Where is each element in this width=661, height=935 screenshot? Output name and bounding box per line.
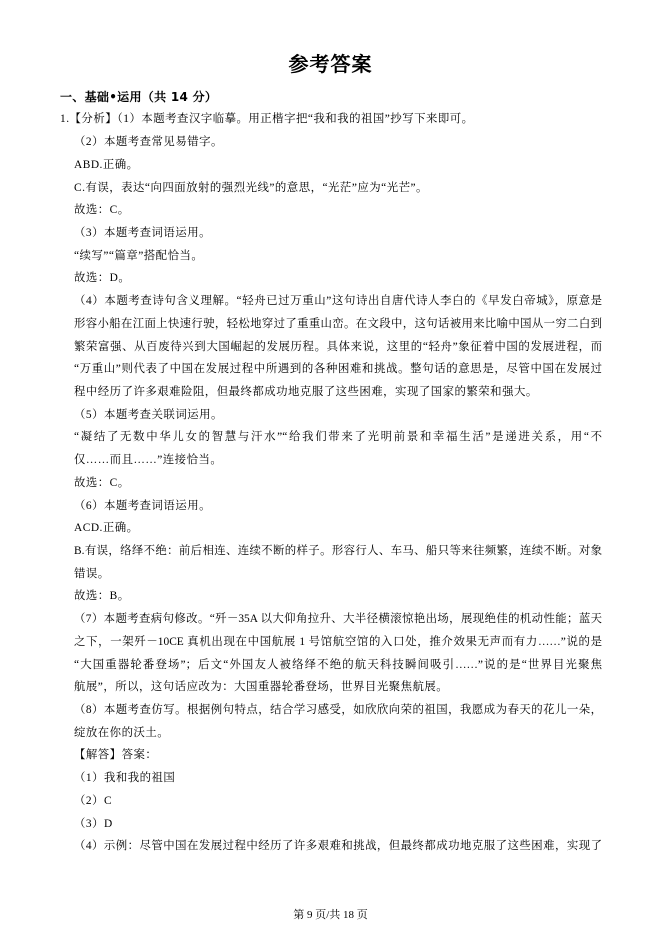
analysis-line: （4）本题考查诗句含义理解。“轻舟已过万重山”这句诗出自唐代诗人李白的《早发白帝城》，原意是 bbox=[74, 295, 602, 308]
analysis-line: ABD.正确。 bbox=[74, 158, 139, 171]
analysis-line: ACD.正确。 bbox=[74, 522, 139, 535]
analysis-line: 形容小船在江面上快速行驶，轻松地穿过了重重山峦。在文段中，这句话被用来比喻中国从一穷二白到 bbox=[74, 317, 602, 330]
analysis-line: 1.【分析】（1）本题考查汉字临摹。用正楷字把“我和我的祖国”抄写下来即可。 bbox=[60, 113, 474, 126]
analysis-line: “续写”“篇章”搭配恰当。 bbox=[74, 249, 204, 262]
analysis-line: 之下，一架歼－10CE 真机出现在中国航展 1 号馆航空馆的入口处，推介效果无声而有力……”说的是 bbox=[74, 635, 602, 648]
analysis-line: 错误。 bbox=[74, 567, 110, 580]
section-heading: 一、基础•运用（共 14 分） bbox=[60, 89, 218, 104]
analysis-line: （5）本题考查关联词运用。 bbox=[74, 408, 223, 421]
solution-line: （3）D bbox=[74, 817, 113, 830]
analysis-line: 故选：B。 bbox=[74, 590, 130, 603]
analysis-line: （2）本题考查常见易错字。 bbox=[74, 136, 223, 149]
answer-section bbox=[0, 86, 661, 858]
analysis-line: 程中经历了许多艰难险阻，但最终都成功地克服了这些困难，实现了国家的繁荣和强大。 bbox=[74, 385, 538, 398]
analysis-line: （7）本题考查病句修改。“歼－35A 以大仰角拉升、大半径横滚惊艳出场，展现绝佳的机动性能；蓝天 bbox=[74, 613, 602, 626]
solution-line: （1）我和我的祖国 bbox=[74, 772, 176, 785]
analysis-line: （3）本题考查词语运用。 bbox=[74, 226, 211, 239]
page-number: 第 9 页/共 18 页 bbox=[293, 909, 368, 921]
solution-label: 【解答】答案： bbox=[74, 749, 158, 762]
analysis-line: （6）本题考查词语运用。 bbox=[74, 499, 211, 512]
analysis-line: 故选：C。 bbox=[74, 204, 130, 217]
analysis-line: （8）本题考查仿写。根据例句特点，结合学习感受，如欣欣向荣的祖国，我愿成为春天的花儿一朵， bbox=[74, 704, 602, 717]
analysis-line: 繁荣富强、从百废待兴到大国崛起的发展历程。具体来说，这里的“轻舟”象征着中国的发展进程，而 bbox=[74, 340, 602, 353]
analysis-line: 仅……而且……”连接恰当。 bbox=[74, 454, 223, 467]
analysis-line: 故选：C。 bbox=[74, 476, 130, 489]
analysis-line: 航展”，所以，这句话应改为：大国重器轮番登场，世界目光聚焦航展。 bbox=[74, 681, 449, 694]
solution-line: （4）示例：尽管中国在发展过程中经历了许多艰难和挑战，但最终都成功地克服了这些困难，实现了 bbox=[74, 840, 602, 853]
analysis-line: B.有误，络绎不绝：前后相连、连续不断的样子。形容行人、车马、船只等来往频繁，连续不断。对象 bbox=[74, 545, 602, 557]
analysis-line: “凝结了无数中华儿女的智慧与汗水”“给我们带来了光明前景和幸福生活”是递进关系，用“不 bbox=[74, 431, 602, 444]
analysis-line: 绽放在你的沃土。 bbox=[74, 726, 170, 739]
analysis-line: “万重山”则代表了中国在发展过程中所遇到的各种困难和挑战。整句话的意思是，尽管中国在发展过 bbox=[74, 363, 602, 376]
solution-line: （2）C bbox=[74, 794, 113, 807]
page-title: 参考答案 bbox=[288, 54, 373, 76]
analysis-line: 故选：D。 bbox=[74, 272, 131, 285]
analysis-line: C.有误，表达“向四面放射的强烈光线”的意思，“光茫”应为“光芒”。 bbox=[74, 181, 428, 194]
analysis-line: “大国重器轮番登场”；后文“外国友人被络绎不绝的航天科技瞬间吸引……”说的是“世界目光聚焦 bbox=[74, 658, 602, 671]
